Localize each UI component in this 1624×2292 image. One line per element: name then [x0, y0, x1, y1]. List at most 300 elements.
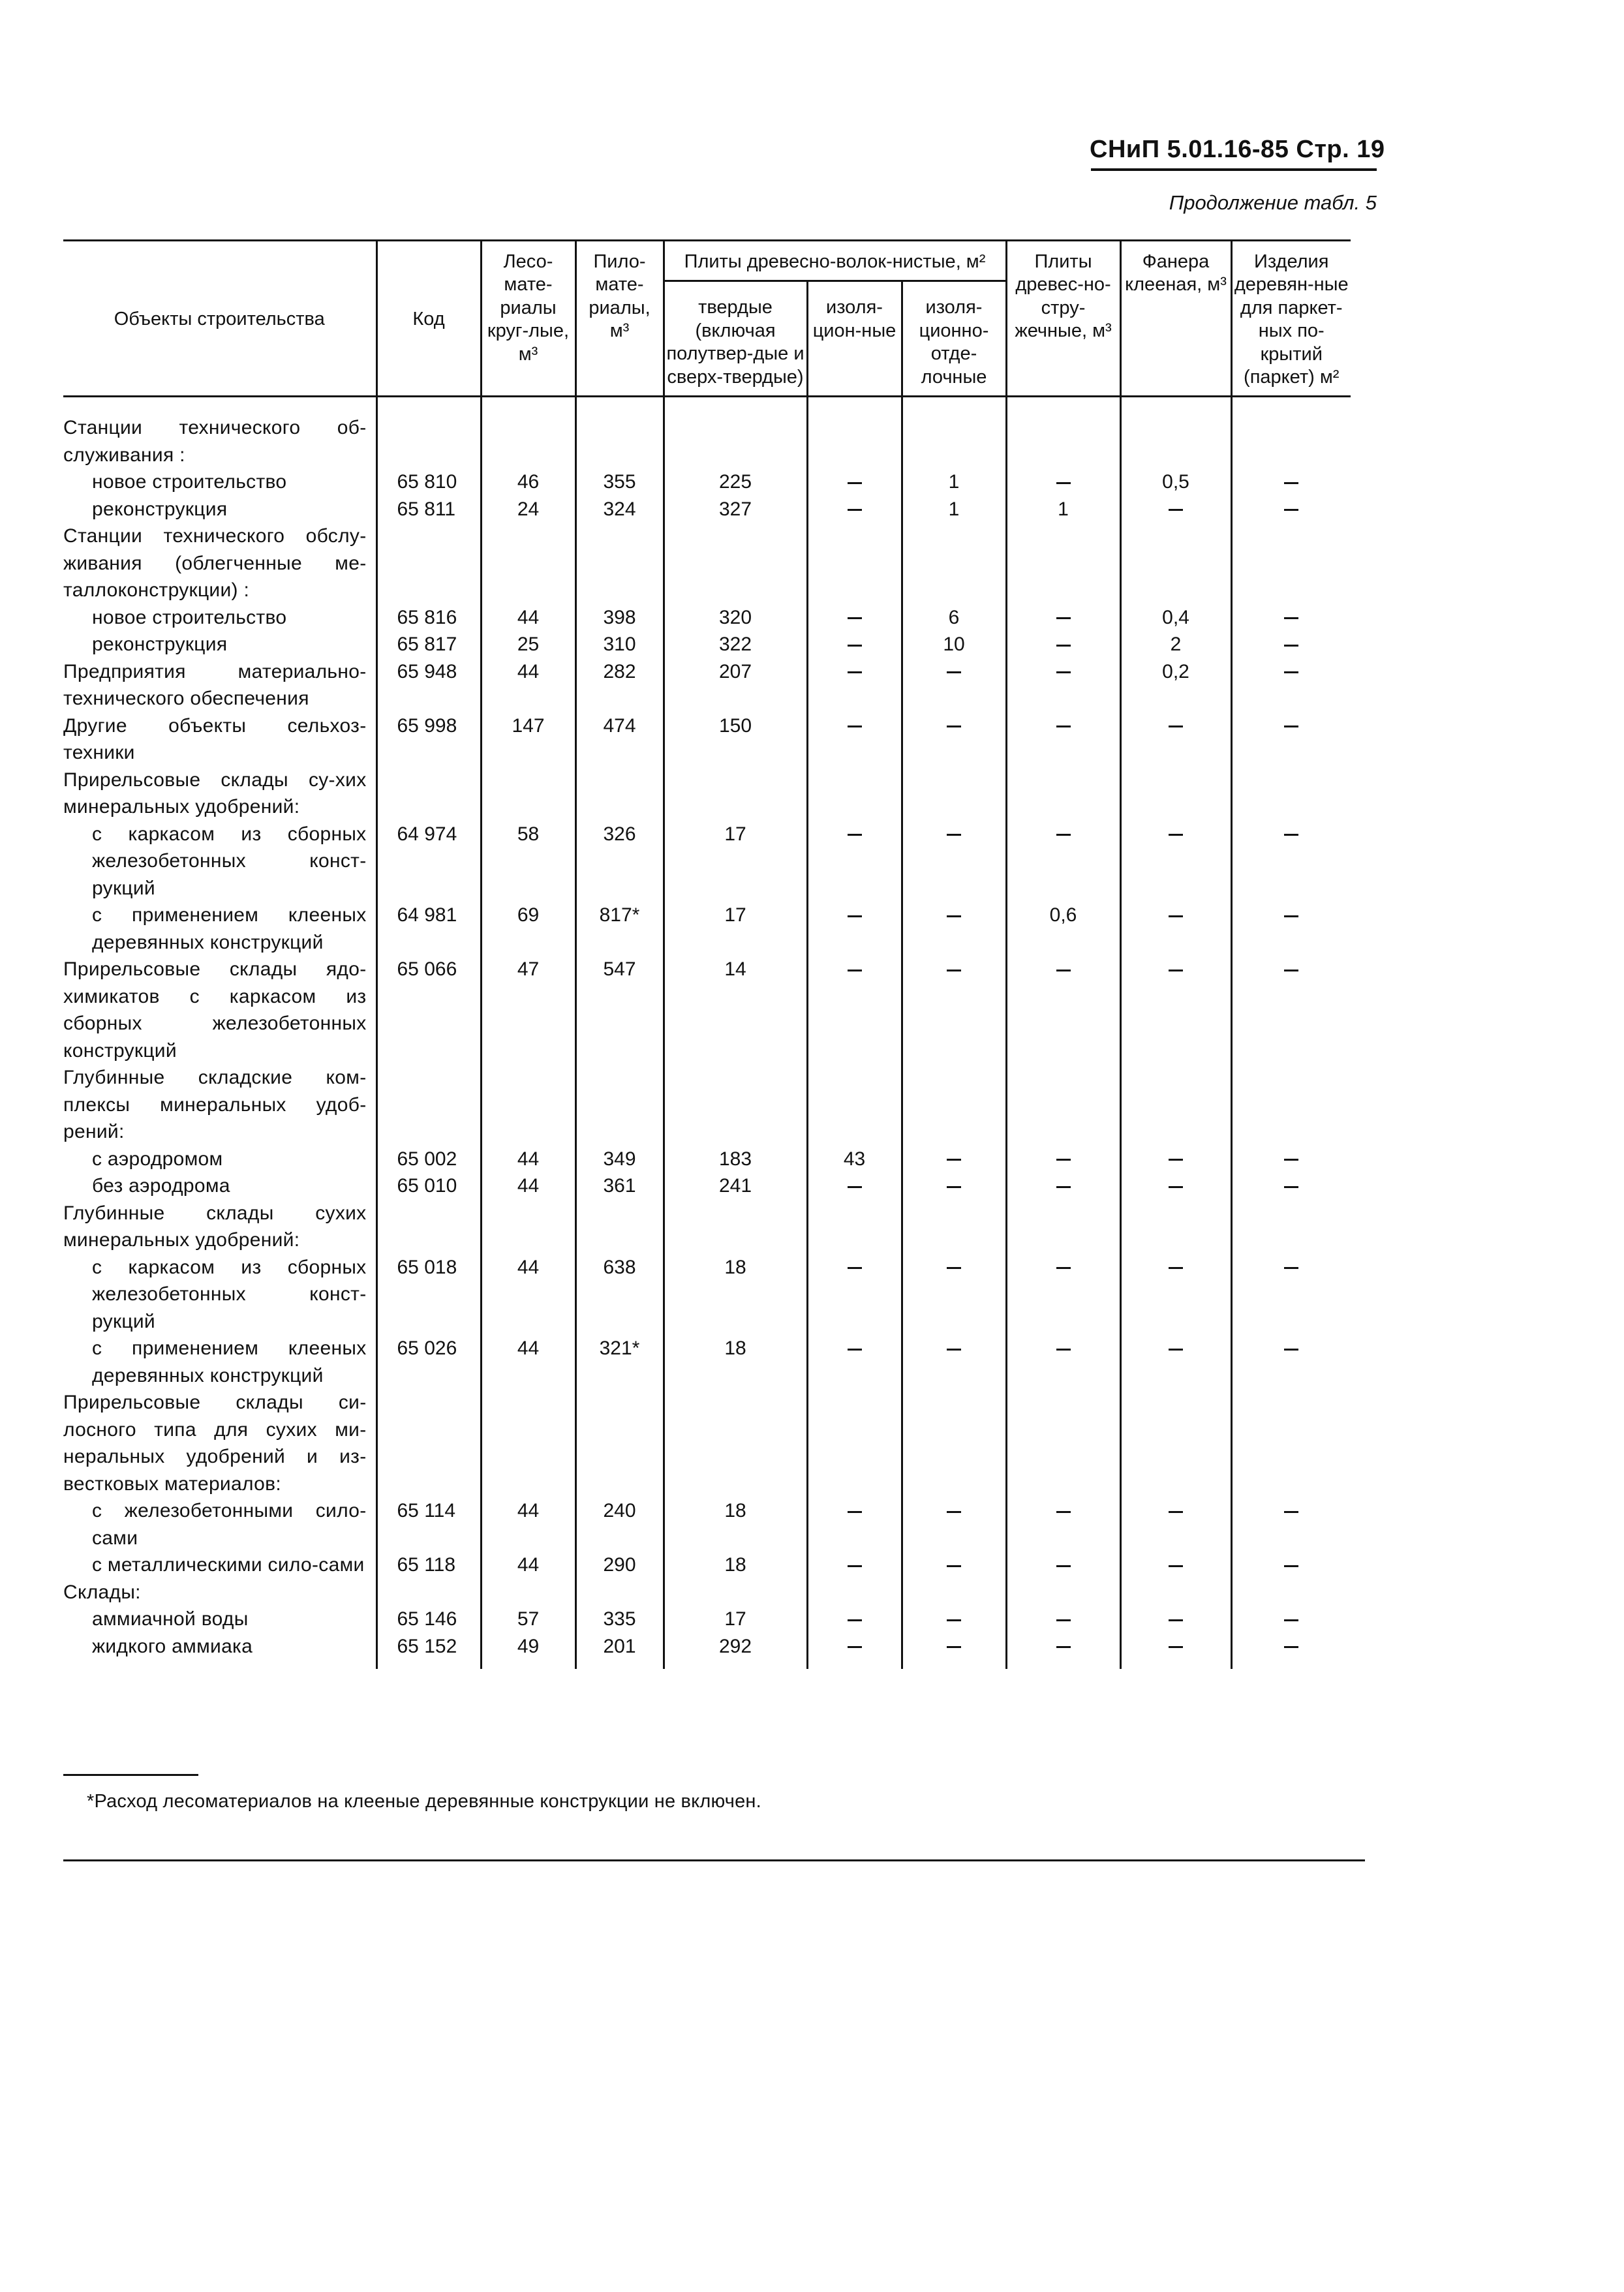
sawn-timber-cell: 326 [575, 821, 664, 902]
code-cell: 64 974 [376, 821, 481, 902]
dash-mark [1169, 509, 1183, 511]
object-name-cell: Прирельсовые склады ядо-химикатов с каркасом из сборных железобетонных конструкций [63, 958, 367, 1062]
fiberboard-insulating-finishing-cell [902, 1254, 1006, 1336]
round-timber-cell: 58 [481, 821, 575, 902]
fiberboard-insulating-finishing-cell [902, 414, 1006, 468]
table-row [63, 468, 1351, 496]
dash-mark [1056, 1511, 1071, 1513]
dash-mark [1284, 1565, 1298, 1567]
table-row [63, 631, 1351, 658]
code-cell [376, 1389, 481, 1497]
footnote: *Расход лесоматериалов на клееные деревянные конструкции не включен. [87, 1791, 761, 1812]
dash-mark [1284, 1186, 1298, 1188]
object-name-cell: новое строительство [92, 471, 287, 493]
dash-mark [1169, 1511, 1183, 1513]
fiberboard-insulating-cell [807, 956, 902, 1064]
title-underline [1091, 168, 1377, 171]
fiberboard-insulating-cell [807, 658, 902, 712]
dash-mark [1056, 1349, 1071, 1351]
col-header-fiberboard-insulating: изоля-цион-ные [807, 281, 902, 397]
object-name-cell: Глубинные склады сухих минеральных удобрений: [63, 1202, 367, 1251]
code-cell: 65 948 [376, 658, 481, 712]
object-name-cell: реконструкция [92, 634, 228, 656]
fiberboard-insulating-finishing-cell [902, 1172, 1006, 1200]
sawn-timber-cell: 282 [575, 658, 664, 712]
parquet-cell [1231, 902, 1351, 956]
col-header-fiberboard-hard: твердые (включая полутвер-дые и сверх-твердые) [664, 281, 807, 397]
dash-mark [848, 482, 862, 484]
fiberboard-hard-cell: 14 [664, 956, 807, 1064]
fiberboard-hard-cell: 320 [664, 604, 807, 632]
round-timber-cell: 49 [481, 1633, 575, 1670]
chipboard-cell [1006, 658, 1120, 712]
dash-mark [947, 671, 961, 673]
fiberboard-insulating-finishing-cell [902, 902, 1006, 956]
round-timber-cell [481, 1579, 575, 1606]
plywood-cell [1120, 1389, 1231, 1497]
chipboard-cell [1006, 1335, 1120, 1389]
object-name-cell: жидкого аммиака [92, 1635, 253, 1657]
plywood-cell [1120, 1497, 1231, 1551]
dash-mark [1056, 617, 1071, 619]
fiberboard-hard-cell: 17 [664, 902, 807, 956]
plywood-cell [1120, 1064, 1231, 1146]
sawn-timber-cell: 547 [575, 956, 664, 1064]
dash-mark [848, 834, 862, 836]
plywood-cell: 0,2 [1120, 658, 1231, 712]
dash-mark [848, 970, 862, 971]
dash-mark [848, 671, 862, 673]
dash-mark [848, 1646, 862, 1648]
dash-mark [1056, 1186, 1071, 1188]
fiberboard-hard-cell [664, 414, 807, 468]
dash-mark [848, 726, 862, 727]
table-row [63, 712, 1351, 767]
dash-mark [1169, 726, 1183, 727]
plywood-cell [1120, 523, 1231, 604]
table-row [63, 496, 1351, 523]
fiberboard-insulating-cell [807, 1064, 902, 1146]
plywood-cell: 2 [1120, 631, 1231, 658]
fiberboard-insulating-finishing-cell [902, 1606, 1006, 1633]
object-name-cell: с применением клееных деревянных конструкций [92, 1337, 367, 1386]
table-row [63, 767, 1351, 821]
col-header-objects: Объекты строительства [63, 241, 376, 397]
plywood-cell [1120, 821, 1231, 902]
dash-mark [1284, 726, 1298, 727]
fiberboard-insulating-cell [807, 1497, 902, 1551]
code-cell [376, 1579, 481, 1606]
dash-mark [1169, 1159, 1183, 1161]
round-timber-cell: 44 [481, 1254, 575, 1336]
object-name-cell: Станции технического об-служивания : [63, 417, 367, 466]
chipboard-cell [1006, 1200, 1120, 1254]
sawn-timber-cell: 335 [575, 1606, 664, 1633]
plywood-cell [1120, 956, 1231, 1064]
fiberboard-insulating-finishing-cell [902, 1200, 1006, 1254]
dash-mark [947, 1349, 961, 1351]
dash-mark [1056, 1565, 1071, 1567]
bottom-rule [63, 1859, 1365, 1861]
fiberboard-insulating-cell [807, 1172, 902, 1200]
table-row [63, 956, 1351, 1064]
code-cell: 65 026 [376, 1335, 481, 1389]
col-header-fiberboard: Плиты древесно-волок-нистые, м² [664, 241, 1006, 281]
chipboard-cell [1006, 1254, 1120, 1336]
dash-mark [1056, 482, 1071, 484]
parquet-cell [1231, 1064, 1351, 1146]
chipboard-cell: 0,6 [1006, 902, 1120, 956]
round-timber-cell [481, 1064, 575, 1146]
object-name-cell: без аэродрома [92, 1175, 230, 1197]
fiberboard-hard-cell: 18 [664, 1254, 807, 1336]
table-row [63, 1606, 1351, 1633]
code-cell: 65 118 [376, 1551, 481, 1579]
dash-mark [1284, 617, 1298, 619]
fiberboard-hard-cell: 292 [664, 1633, 807, 1670]
col-header-round-timber: Лесо-мате-риалы круг-лые, м³ [481, 241, 575, 397]
table-row [63, 604, 1351, 632]
code-cell: 65 002 [376, 1146, 481, 1173]
code-cell: 64 981 [376, 902, 481, 956]
dash-mark [947, 1619, 961, 1621]
fiberboard-insulating-cell [807, 523, 902, 604]
table-row [63, 1633, 1351, 1670]
table-row [63, 1146, 1351, 1173]
sawn-timber-cell: 349 [575, 1146, 664, 1173]
code-cell: 65 066 [376, 956, 481, 1064]
col-header-fiberboard-insulating-finishing: изоля-ционно-отде-лочные [902, 281, 1006, 397]
object-name-cell: аммиачной воды [92, 1608, 249, 1630]
code-cell [376, 523, 481, 604]
parquet-cell [1231, 496, 1351, 523]
object-name-cell: с каркасом из сборных железобетонных конст-рукций [92, 823, 367, 899]
table-continuation-label: Продолжение табл. 5 [1169, 191, 1377, 214]
dash-mark [848, 617, 862, 619]
fiberboard-insulating-finishing-cell [902, 523, 1006, 604]
fiberboard-insulating-finishing-cell [902, 1064, 1006, 1146]
plywood-cell: 0,5 [1120, 468, 1231, 496]
dash-mark [947, 1186, 961, 1188]
fiberboard-hard-cell [664, 1389, 807, 1497]
dash-mark [1284, 509, 1298, 511]
plywood-cell [1120, 496, 1231, 523]
sawn-timber-cell: 310 [575, 631, 664, 658]
dash-mark [1169, 1646, 1183, 1648]
dash-mark [1284, 1511, 1298, 1513]
parquet-cell [1231, 956, 1351, 1064]
table-body [63, 397, 1351, 1670]
code-cell [376, 414, 481, 468]
fiberboard-insulating-cell [807, 1579, 902, 1606]
sawn-timber-cell [575, 1389, 664, 1497]
object-name-cell: Прирельсовые склады су-хих минеральных удобрений: [63, 769, 367, 818]
fiberboard-insulating-finishing-cell [902, 658, 1006, 712]
fiberboard-insulating-cell [807, 1200, 902, 1254]
round-timber-cell: 57 [481, 1606, 575, 1633]
sawn-timber-cell: 398 [575, 604, 664, 632]
dash-mark [947, 970, 961, 971]
dash-mark [1056, 671, 1071, 673]
plywood-cell [1120, 1633, 1231, 1670]
col-header-plywood: Фанера клееная, м³ [1120, 241, 1231, 397]
fiberboard-insulating-cell [807, 712, 902, 767]
fiberboard-insulating-cell [807, 468, 902, 496]
parquet-cell [1231, 468, 1351, 496]
code-cell: 65 816 [376, 604, 481, 632]
sawn-timber-cell: 321* [575, 1335, 664, 1389]
table-row [63, 1335, 1351, 1389]
dash-mark [1284, 915, 1298, 917]
chipboard-cell [1006, 1064, 1120, 1146]
chipboard-cell [1006, 1172, 1120, 1200]
object-name-cell: с металлическими сило-сами [92, 1554, 365, 1576]
dash-mark [947, 1159, 961, 1161]
code-cell: 65 018 [376, 1254, 481, 1336]
dash-mark [848, 509, 862, 511]
fiberboard-insulating-cell [807, 604, 902, 632]
fiberboard-hard-cell: 207 [664, 658, 807, 712]
parquet-cell [1231, 1551, 1351, 1579]
table-row [63, 1200, 1351, 1254]
parquet-cell [1231, 1579, 1351, 1606]
object-name-cell: реконструкция [92, 498, 228, 520]
object-name-cell: с железобетонными сило-сами [92, 1500, 367, 1549]
plywood-cell: 0,4 [1120, 604, 1231, 632]
dash-mark [947, 1511, 961, 1513]
sawn-timber-cell: 201 [575, 1633, 664, 1670]
table-row [63, 821, 1351, 902]
round-timber-cell [481, 1389, 575, 1497]
parquet-cell [1231, 1606, 1351, 1633]
fiberboard-hard-cell: 322 [664, 631, 807, 658]
dash-mark [1284, 482, 1298, 484]
round-timber-cell: 47 [481, 956, 575, 1064]
fiberboard-hard-cell [664, 767, 807, 821]
parquet-cell [1231, 767, 1351, 821]
fiberboard-insulating-cell [807, 1335, 902, 1389]
parquet-cell [1231, 658, 1351, 712]
round-timber-cell [481, 1200, 575, 1254]
parquet-cell [1231, 414, 1351, 468]
round-timber-cell: 147 [481, 712, 575, 767]
chipboard-cell [1006, 1551, 1120, 1579]
sawn-timber-cell: 474 [575, 712, 664, 767]
footnote-separator [63, 1774, 198, 1776]
code-cell: 65 998 [376, 712, 481, 767]
fiberboard-hard-cell [664, 523, 807, 604]
dash-mark [1284, 970, 1298, 971]
round-timber-cell: 25 [481, 631, 575, 658]
fiberboard-hard-cell: 17 [664, 821, 807, 902]
parquet-cell [1231, 1389, 1351, 1497]
object-name-cell: Глубинные складские ком-плексы минеральных удоб-рений: [63, 1067, 367, 1143]
sawn-timber-cell: 324 [575, 496, 664, 523]
round-timber-cell: 44 [481, 1146, 575, 1173]
fiberboard-insulating-finishing-cell [902, 1579, 1006, 1606]
code-cell: 65 810 [376, 468, 481, 496]
dash-mark [848, 1511, 862, 1513]
fiberboard-hard-cell: 18 [664, 1497, 807, 1551]
table-row [63, 1254, 1351, 1336]
parquet-cell [1231, 1146, 1351, 1173]
plywood-cell [1120, 1200, 1231, 1254]
table-row [63, 523, 1351, 604]
dash-mark [1284, 645, 1298, 647]
chipboard-cell [1006, 1146, 1120, 1173]
fiberboard-insulating-finishing-cell [902, 1146, 1006, 1173]
round-timber-cell: 44 [481, 1172, 575, 1200]
dash-mark [1169, 1349, 1183, 1351]
fiberboard-insulating-finishing-cell: 1 [902, 496, 1006, 523]
plywood-cell [1120, 1579, 1231, 1606]
col-header-code: Код [376, 241, 481, 397]
fiberboard-insulating-cell [807, 902, 902, 956]
plywood-cell [1120, 1254, 1231, 1336]
dash-mark [848, 1565, 862, 1567]
dash-mark [848, 1619, 862, 1621]
parquet-cell [1231, 1200, 1351, 1254]
plywood-cell [1120, 414, 1231, 468]
table-row [63, 1579, 1351, 1606]
chipboard-cell [1006, 767, 1120, 821]
parquet-cell [1231, 604, 1351, 632]
sawn-timber-cell: 638 [575, 1254, 664, 1336]
code-cell: 65 811 [376, 496, 481, 523]
parquet-cell [1231, 1254, 1351, 1336]
parquet-cell [1231, 1633, 1351, 1670]
round-timber-cell: 44 [481, 1497, 575, 1551]
round-timber-cell: 24 [481, 496, 575, 523]
dash-mark [947, 1267, 961, 1269]
fiberboard-insulating-cell: 43 [807, 1146, 902, 1173]
fiberboard-insulating-finishing-cell [902, 956, 1006, 1064]
page-title: СНиП 5.01.16-85 Стр. 19 [1090, 136, 1385, 163]
code-cell: 65 146 [376, 1606, 481, 1633]
code-cell [376, 767, 481, 821]
fiberboard-insulating-finishing-cell [902, 821, 1006, 902]
table-row [63, 1551, 1351, 1579]
chipboard-cell [1006, 1606, 1120, 1633]
fiberboard-hard-cell: 18 [664, 1335, 807, 1389]
chipboard-cell [1006, 956, 1120, 1064]
parquet-cell [1231, 523, 1351, 604]
chipboard-cell [1006, 604, 1120, 632]
parquet-cell [1231, 712, 1351, 767]
fiberboard-insulating-cell [807, 414, 902, 468]
col-header-parquet: Изделия деревян-ные для паркет-ных по-крытий (паркет) м² [1231, 241, 1351, 397]
plywood-cell [1120, 1551, 1231, 1579]
chipboard-cell [1006, 821, 1120, 902]
fiberboard-insulating-finishing-cell: 1 [902, 468, 1006, 496]
chipboard-cell [1006, 1389, 1120, 1497]
dash-mark [1284, 671, 1298, 673]
plywood-cell [1120, 1606, 1231, 1633]
object-name-cell: с каркасом из сборных железобетонных конст-рукций [92, 1256, 367, 1332]
plywood-cell [1120, 1146, 1231, 1173]
fiberboard-hard-cell: 327 [664, 496, 807, 523]
fiberboard-hard-cell: 17 [664, 1606, 807, 1633]
fiberboard-insulating-finishing-cell: 10 [902, 631, 1006, 658]
object-name-cell: Прирельсовые склады си-лосного типа для сухих ми-неральных удобрений и из-вестковых материалов: [63, 1392, 367, 1495]
round-timber-cell [481, 767, 575, 821]
chipboard-cell [1006, 414, 1120, 468]
parquet-cell [1231, 631, 1351, 658]
round-timber-cell: 46 [481, 468, 575, 496]
dash-mark [1056, 645, 1071, 647]
round-timber-cell [481, 414, 575, 468]
sawn-timber-cell: 361 [575, 1172, 664, 1200]
fiberboard-insulating-finishing-cell [902, 712, 1006, 767]
sawn-timber-cell [575, 414, 664, 468]
spacer-row [63, 397, 1351, 415]
object-name-cell: Предприятия материально-технического обеспечения [63, 660, 367, 710]
sawn-timber-cell: 240 [575, 1497, 664, 1551]
dash-mark [1056, 970, 1071, 971]
code-cell: 65 152 [376, 1633, 481, 1670]
fiberboard-insulating-cell [807, 631, 902, 658]
dash-mark [1284, 1159, 1298, 1161]
sawn-timber-cell [575, 1200, 664, 1254]
dash-mark [848, 915, 862, 917]
materials-table [63, 239, 1351, 1669]
code-cell: 65 817 [376, 631, 481, 658]
dash-mark [848, 645, 862, 647]
table-header [63, 241, 1351, 397]
sawn-timber-cell: 355 [575, 468, 664, 496]
round-timber-cell: 44 [481, 604, 575, 632]
fiberboard-insulating-cell [807, 496, 902, 523]
fiberboard-insulating-finishing-cell [902, 1551, 1006, 1579]
object-name-cell: с аэродромом [92, 1148, 223, 1170]
sawn-timber-cell [575, 767, 664, 821]
fiberboard-insulating-finishing-cell [902, 1389, 1006, 1497]
dash-mark [947, 1646, 961, 1648]
col-header-sawn-timber: Пило-мате-риалы, м³ [575, 241, 664, 397]
fiberboard-insulating-cell [807, 1389, 902, 1497]
table-row [63, 1497, 1351, 1551]
fiberboard-hard-cell [664, 1579, 807, 1606]
dash-mark [947, 1565, 961, 1567]
code-cell: 65 114 [376, 1497, 481, 1551]
chipboard-cell: 1 [1006, 496, 1120, 523]
dash-mark [1169, 1565, 1183, 1567]
fiberboard-hard-cell: 225 [664, 468, 807, 496]
sawn-timber-cell [575, 523, 664, 604]
table-row [63, 658, 1351, 712]
chipboard-cell [1006, 468, 1120, 496]
dash-mark [1284, 1619, 1298, 1621]
sawn-timber-cell [575, 1064, 664, 1146]
plywood-cell [1120, 767, 1231, 821]
fiberboard-hard-cell [664, 1064, 807, 1146]
dash-mark [1284, 1646, 1298, 1648]
plywood-cell [1120, 1335, 1231, 1389]
dash-mark [1284, 834, 1298, 836]
plywood-cell [1120, 902, 1231, 956]
round-timber-cell: 44 [481, 1551, 575, 1579]
fiberboard-insulating-finishing-cell [902, 1335, 1006, 1389]
parquet-cell [1231, 821, 1351, 902]
dash-mark [947, 726, 961, 727]
code-cell [376, 1200, 481, 1254]
fiberboard-insulating-finishing-cell [902, 1497, 1006, 1551]
code-cell [376, 1064, 481, 1146]
plywood-cell [1120, 1172, 1231, 1200]
fiberboard-insulating-cell [807, 1551, 902, 1579]
fiberboard-hard-cell: 150 [664, 712, 807, 767]
fiberboard-hard-cell: 183 [664, 1146, 807, 1173]
